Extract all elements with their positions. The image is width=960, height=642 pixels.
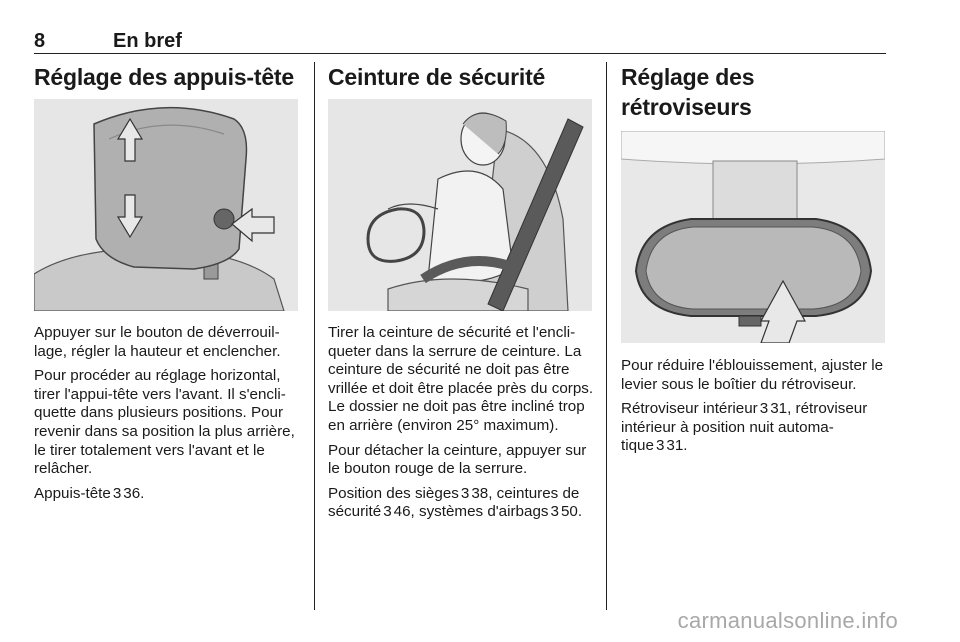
headrest-text <box>34 324 302 509</box>
watermark: carmanualsonline.info <box>677 608 898 633</box>
paragraph: Tirer la ceinture de sécurité et l'encliqueter dans la serrure de ceinture. La ceinture de sécurité ne doit pas être vrillée et doit être placée près du corps. Le dossier ne doit pas être incliné trop en arrière (environ 25° maximum). <box>328 324 594 434</box>
page-ref-icon: 3 <box>655 437 665 455</box>
ref-page: 46, systèmes d'airbags <box>393 503 549 521</box>
headrest-illustration <box>34 99 298 311</box>
cross-reference <box>34 485 302 504</box>
ref-page: 31. <box>666 437 688 455</box>
column-divider <box>314 62 315 610</box>
seatbelt-heading: Ceinture de sécurité <box>328 64 546 90</box>
ref-label: Appuis-tête <box>34 484 111 502</box>
paragraph: Pour réduire l'éblouissement, ajuster le levier sous le boîtier du rétroviseur. <box>621 357 884 393</box>
cross-reference <box>621 400 889 456</box>
cross-reference <box>328 485 594 522</box>
seatbelt-section <box>328 62 594 92</box>
mirror-illustration <box>621 131 885 343</box>
page-ref-icon: 3 <box>550 503 559 521</box>
ref-page: 31, rétroviseur intérieur à position nuit automatique <box>621 400 868 455</box>
paragraph: Pour détacher la ceinture, appuyer sur le bouton rouge de la serrure. <box>328 441 587 478</box>
page-ref-icon: 3 <box>383 503 392 521</box>
ref-page: 50. <box>560 503 583 521</box>
seatbelt-text <box>328 324 594 528</box>
page-ref-icon: 3 <box>460 484 470 502</box>
section-title: En bref <box>113 30 182 52</box>
header-rule <box>34 53 886 54</box>
ref-label: Rétroviseur intérieur <box>621 400 758 418</box>
headrest-heading: Réglage des appuis-tête <box>34 64 294 90</box>
paragraph: Pour procéder au réglage horizontal, tirer l'appui-tête vers l'avant. Il s'encliquette dans plusieurs positions. Pour revenir dans sa position la plus arrière, le tirer totalement vers l'avant et le relâcher. <box>34 367 295 478</box>
ref-label: Position des sièges <box>328 484 459 502</box>
page-ref-icon: 3 <box>759 400 769 418</box>
page-number: 8 <box>34 30 46 52</box>
ref-page: 36. <box>123 484 145 502</box>
seatbelt-illustration <box>328 99 592 311</box>
headrest-section <box>34 62 302 92</box>
paragraph: Appuyer sur le bouton de déverrouillage, régler la hauteur et enclencher. <box>34 324 281 360</box>
ref-page: 38, ceintures de sécurité <box>328 484 580 521</box>
mirror-heading: Réglage des rétroviseurs <box>621 64 755 120</box>
column-divider <box>606 62 607 610</box>
mirror-text <box>621 357 889 462</box>
page-ref-icon: 3 <box>112 484 122 502</box>
